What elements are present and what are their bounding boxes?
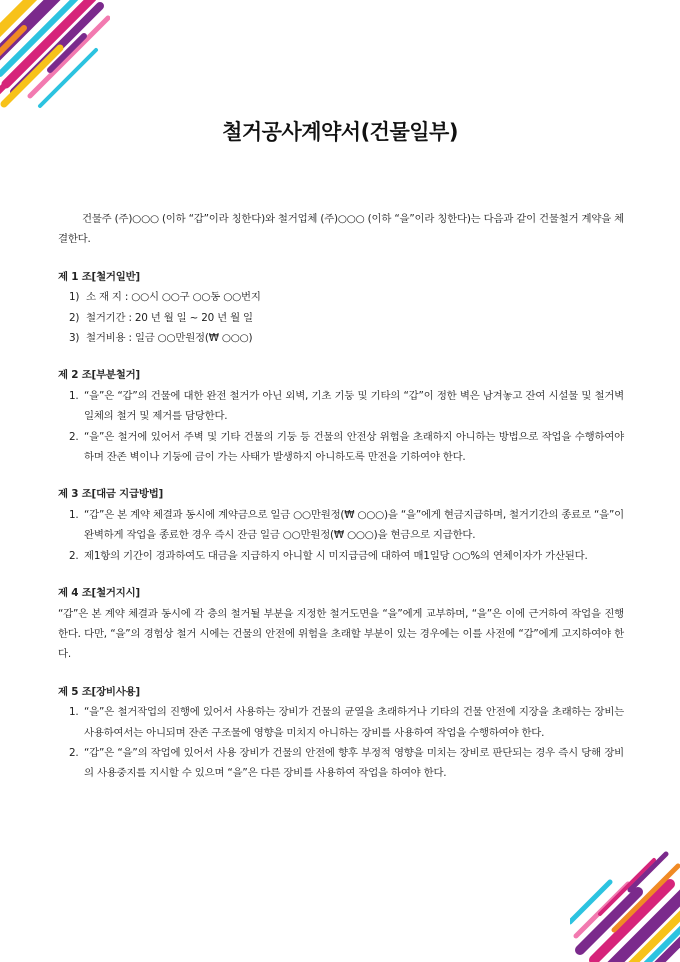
item-number: 1) [69,291,80,304]
list-item [58,743,624,784]
item-number: 2. [69,430,79,443]
item-text: 제1항의 기간이 경과하여도 대금을 지급하지 아니할 시 미지급금에 대하여 매1일당 ○○%의 연체이자가 가산된다. [84,549,588,562]
list-item [58,505,624,546]
item-text: “갑”은 “을”의 작업에 있어서 사용 장비가 건물의 안전에 향후 부정적 영향을 미치는 장비로 판단되는 경우 즉시 당해 장비의 사용중지를 지시할 수 있으며 “을”은 다른 장비를 사용하여 작업을 하여야 한다. [84,746,624,780]
item-text: “갑”은 본 계약 체결과 동시에 계약금으로 일금 ○○만원정(₩ ○○○)을 “을”에게 현금지급하며, 철거기간의 종료로 “을”이 완벽하게 작업을 종료한 경우 즉시 잔금 일금 ○○만원정(₩ ○○○)을 현금으로 지급한다. [84,508,624,542]
list-item [58,702,624,743]
item-number: 2. [69,746,79,759]
item-text: 철거비용 : 일금 ○○만원정(₩ ○○○) [86,332,253,345]
item-text: “을”은 “갑”의 건물에 대한 완전 철거가 아닌 외벽, 기초 기둥 및 기타의 “갑”이 정한 벽은 남겨놓고 잔여 시설물 및 철거벽 일체의 철거 및 제거를 담당한다. [84,389,624,423]
decorative-streaks-bottom-right [570,850,680,962]
article-4 [58,583,624,665]
article-item-list [58,386,624,468]
article-item-list [58,505,624,566]
item-text: 철거기간 : 20 년 월 일 ~ 20 년 월 일 [86,311,253,324]
list-item [58,427,624,468]
document-title: 철거공사계약서(건물일부) [222,120,458,144]
item-number: 1. [69,508,79,521]
article-item-list [58,702,624,784]
list-item [58,287,624,307]
article-1 [58,267,624,349]
list-item [58,386,624,427]
item-text: “을”은 철거작업의 진행에 있어서 사용하는 장비가 건물의 균열을 초래하거나 기타의 건물 안전에 지장을 초래하는 장비는 사용하여서는 아니되며 잔존 구조물에 영향을 미치지 아니하는 장비를 사용하여 작업을 수행하여야 한다. [84,706,624,739]
item-number: 3) [69,332,80,345]
item-number: 1. [69,389,79,402]
item-number: 2. [69,549,79,562]
article-heading: 제 5 조[장비사용] [58,685,140,698]
article-heading: 제 2 조[부분철거] [58,369,140,382]
article-3 [58,484,624,566]
item-number: 1. [69,706,79,719]
decorative-streaks-top-left [0,0,110,112]
article-heading: 제 4 조[철거지시] [58,587,140,600]
list-item [58,308,624,328]
item-number: 2) [69,311,80,324]
item-text: “을”은 철거에 있어서 주벽 및 기타 건물의 기둥 등 건물의 안전상 위험을 초래하지 아니하는 방법으로 작업을 수행하여야 하며 잔존 벽이나 기둥에 금이 가는 사태가 발생하지 아니하도록 만전을 기하여야 한다. [84,430,624,464]
list-item [58,546,624,566]
article-heading: 제 1 조[철거일반] [58,270,140,283]
item-text: 소 재 지 : ○○시 ○○구 ○○동 ○○번지 [86,291,261,304]
article-paragraph: “갑”은 본 계약 체결과 동시에 각 층의 철거될 부분을 지정한 철거도면을 “을”에게 교부하며, “을”은 이에 근거하여 작업을 진행한다. 다만, “을”의 경험상 철거 시에는 건물의 안전에 위험을 초래할 부분이 있는 경우에는 이를 사전에 “갑”에게 고지하여야 한다. [58,607,624,661]
intro-paragraph: 건물주 (주)○○○ (이하 “갑”이라 칭한다)와 철거업체 (주)○○○ (이하 “을”이라 칭한다)는 다음과 같이 건물철거 계약을 체결한다. [58,213,624,246]
article-heading: 제 3 조[대금 지급방법] [58,488,164,501]
article-2 [58,365,624,467]
article-5 [58,682,624,784]
document-body [58,209,624,784]
list-item [58,328,624,348]
article-item-list [58,287,624,348]
